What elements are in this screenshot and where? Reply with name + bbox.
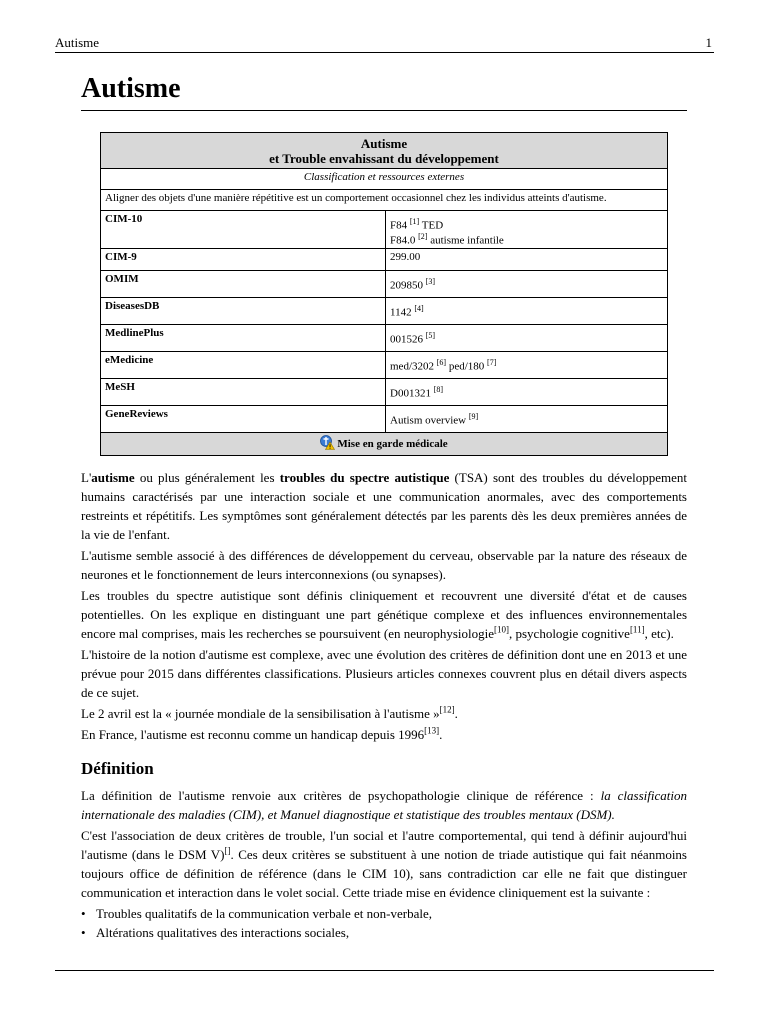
infobox-subtitle: Classification et ressources externes	[101, 169, 668, 190]
code-link[interactable]: ped/180	[446, 360, 488, 373]
infobox-label: MedlinePlus	[101, 325, 386, 352]
text: Les troubles du spectre autistique sont définis cliniquement et recouvrent une diversité d'état et de causes potentielles. On les explique en distinguant une part génétique complexe et des influences environnementales encore mal comprises, mais les recherches se poursuivent (en neurophysiologie	[81, 588, 687, 641]
infobox-row-diseasesdb	[101, 298, 668, 325]
code-link[interactable]: F84.0	[390, 234, 419, 247]
text: ou plus généralement les	[134, 470, 280, 485]
infobox-value	[386, 352, 668, 379]
infobox-label: eMedicine	[101, 352, 386, 379]
text: La définition de l'autisme renvoie aux critères de psychopathologie clinique de référence :	[81, 788, 601, 803]
text: (TSA) sont des troubles du développement humains caractérisés par une interaction sociale et une communication anormales, avec des comportements restreints et répétitifs. Les symptômes sont généralement détectés par les parents dès les deux premières années de la vie de l'enfant.	[81, 470, 687, 542]
text: .	[439, 727, 443, 742]
ref-link[interactable]: [10]	[493, 624, 509, 635]
infobox-value	[386, 406, 668, 433]
code-link[interactable]: 209850	[390, 279, 426, 292]
medical-warning-label: Mise en garde médicale	[337, 438, 448, 451]
ref-link[interactable]: [5]	[425, 331, 436, 341]
paragraph	[81, 586, 687, 643]
infobox-label: OMIM	[101, 271, 386, 298]
italic-text: la classification internationale des maladies (CIM), et Manuel diagnostique et statistique des troubles mentaux (DSM).	[81, 788, 687, 822]
infobox-label: CIM-9	[101, 249, 386, 271]
infobox-row-omim	[101, 271, 668, 298]
infobox-value	[386, 325, 668, 352]
text: En France, l'autisme est reconnu comme un handicap depuis 1996	[81, 727, 425, 742]
ref-link[interactable]: []	[224, 845, 231, 856]
infobox	[100, 132, 668, 456]
code-link[interactable]: D001321	[390, 387, 434, 400]
paragraph	[81, 786, 687, 824]
page-title: Autisme	[81, 70, 687, 111]
infobox-value	[386, 271, 668, 298]
infobox-row-cim9	[101, 249, 668, 271]
text: .	[454, 706, 458, 721]
infobox-label: CIM-10	[101, 211, 386, 249]
paragraph	[81, 725, 687, 744]
ref-link[interactable]: [2]	[418, 231, 428, 241]
infobox-row-emedicine	[101, 352, 668, 379]
ref-link[interactable]: [8]	[433, 385, 444, 395]
infobox-value[interactable]: 299.00	[386, 249, 668, 271]
bold-term: autisme	[91, 470, 135, 485]
code-link[interactable]: 001526	[390, 333, 426, 346]
ref-link[interactable]: [1]	[409, 217, 420, 226]
text: L'	[81, 470, 92, 485]
infobox-value	[386, 211, 668, 249]
page-number: 1	[705, 35, 712, 50]
ref-link[interactable]: [3]	[425, 277, 436, 287]
paragraph: L'autisme semble associé à des différences de développement du cerveau, observable par la nature des réseaux de neurones et le fonctionnement de leurs interconnexions (ou synapses).	[81, 548, 687, 582]
paragraph	[81, 826, 687, 902]
ref-link[interactable]: [4]	[414, 304, 424, 314]
infobox-row-medlineplus	[101, 325, 668, 352]
infobox-value	[386, 379, 668, 406]
footer-rule	[55, 970, 714, 971]
text: C'est l'association de deux critères de trouble, l'un social et l'autre comportemental, qui tend à définir aujourd'hui l'autisme (dans le DSM V)	[81, 828, 687, 862]
code-link[interactable]: med/3202	[390, 360, 437, 373]
text: , etc).	[644, 626, 674, 641]
infobox-label: DiseasesDB	[101, 298, 386, 325]
text: . Ces deux critères se substituent à une notion de triade autistique qui fait néanmoins toujours office de définition de référence (dans le CIM 10), sans contradiction car elle ne fait que distinguer communication et interaction dans le volet social. Cette triade mise en évidence cliniquement est la suivante :	[81, 847, 687, 900]
infobox-label: GeneReviews	[101, 406, 386, 433]
ref-link[interactable]: [13]	[424, 725, 440, 736]
infobox-row-cim10	[101, 211, 668, 249]
section-heading: Définition	[81, 759, 154, 778]
ref-link[interactable]: [6]	[436, 358, 447, 368]
article-body	[81, 468, 687, 942]
infobox-title-line2: et Trouble envahissant du développement	[269, 151, 499, 166]
list-item: • Altérations qualitatives des interactions sociales,	[96, 923, 687, 942]
ref-link[interactable]: [12]	[439, 704, 455, 715]
list-item: • Troubles qualitatifs de la communication verbale et non-verbale,	[96, 904, 687, 923]
paragraph: L'histoire de la notion d'autisme est complexe, avec une évolution des critères de définition dont une en 2013 et une prévue pour 2015 dans différentes classifications. Plusieurs articles connexes couvrent plus en détail divers aspects de ce sujet.	[81, 647, 687, 700]
paragraph	[81, 468, 687, 544]
paragraph	[81, 704, 687, 723]
infobox-label: MeSH	[101, 379, 386, 406]
running-header-title: Autisme	[55, 35, 100, 50]
code-link[interactable]: Autism overview	[390, 414, 469, 427]
ref-link[interactable]: [7]	[487, 358, 497, 368]
ref-link[interactable]: [11]	[629, 624, 645, 635]
code-link[interactable]: F84	[390, 219, 410, 232]
running-header	[55, 34, 714, 53]
medical-warning[interactable]	[101, 433, 668, 456]
code-link[interactable]: 1142	[390, 306, 415, 319]
infobox-value	[386, 298, 668, 325]
medical-caduceus-warning-icon	[320, 435, 335, 450]
code-desc: autisme infantile	[427, 234, 504, 247]
bold-term: troubles du spectre autistique	[279, 470, 450, 485]
infobox-row-genereviews	[101, 406, 668, 433]
infobox-caption: Aligner des objets d'une manière répétitive est un comportement occasionnel chez les individus atteints d'autisme.	[101, 190, 668, 211]
infobox-title	[101, 133, 668, 169]
text: , psychologie cognitive	[508, 626, 630, 641]
infobox-title-line1: Autisme	[360, 136, 408, 151]
code-desc: TED	[419, 219, 444, 232]
ref-link[interactable]: [9]	[468, 412, 479, 422]
criteria-list	[81, 904, 687, 942]
text: Le 2 avril est la « journée mondiale de la sensibilisation à l'autisme »	[81, 706, 440, 721]
infobox-row-mesh	[101, 379, 668, 406]
